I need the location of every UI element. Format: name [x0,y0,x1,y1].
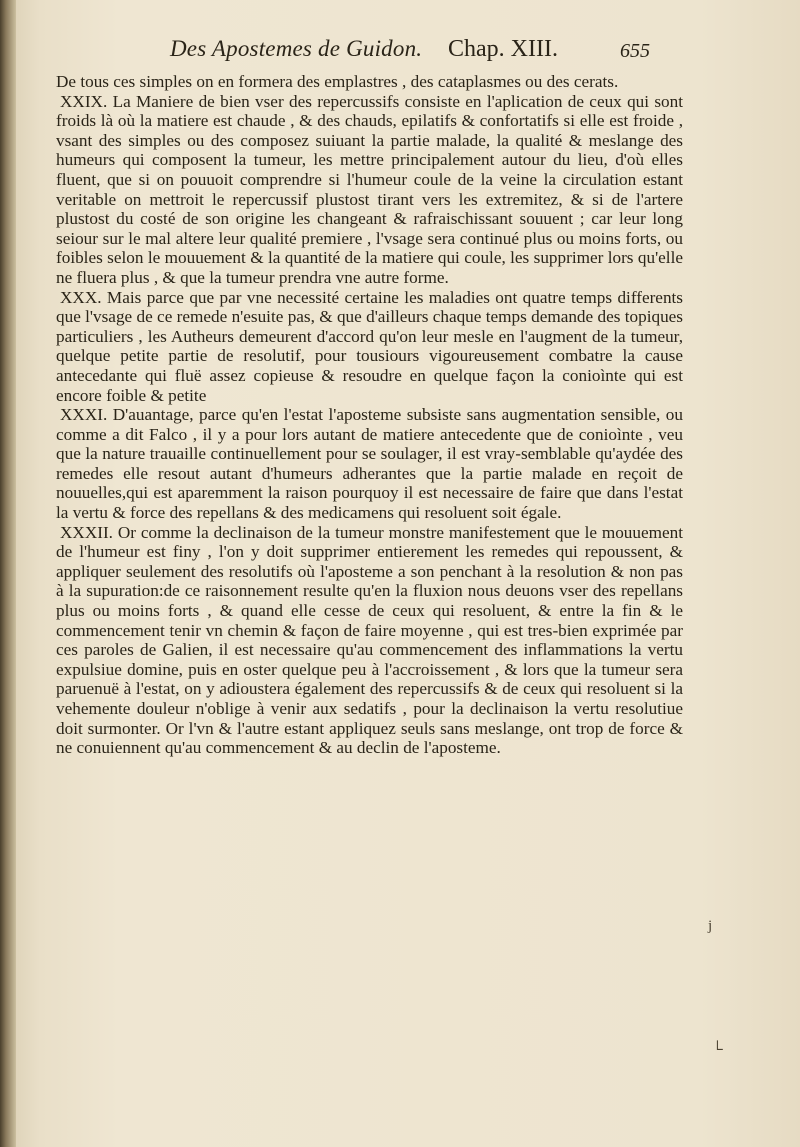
paragraph-xxx: XXX. Mais parce que par vne necessité certaine les maladies ont quatre temps differents que l'vsage de ce remede n'esuite pas, & que d'ailleurs chaque temps demande des topiques particuliers , les Autheurs demeurent d'accord qu'on leur mesle en l'augment de la tumeur, quelque petite partie de resolutif, pour tousiours vigoureusement combatre la cause antecedante qui fluë assez copieuse & resoudre en quelque façon la conioìnte qui est encore foible & petite [56,287,683,405]
margin-mark: └ [712,1042,723,1058]
paragraph-xxxii: XXXII. Or comme la declinaison de la tumeur monstre manifestement que le mouuement de l'humeur est finy , l'on y doit supprimer entierement les remedes qui repoussent, & appliquer seulement des resolutifs où l'aposteme a son penchant à la resolution & non pas à la supuration:de ce raisonnement resulte qu'en la fluxion nous deuons vser des repellans plus ou moins forts , & quand elle cesse de ceux qui resoluent, & entre la fin & le commencement tenir vn chemin & façon de faire moyenne , qui est tres-bien exprimée par ces paroles de Galien, il est necessaire qu'au commencement des inflammations la vertu expulsiue domine, puis en oster quelque peu à l'accroissement , & lors que la tumeur sera paruenuë à l'estat, on y adioustera également des repercussifs & de ceux qui resoluent si la vehemente douleur n'oblige à venir aux sedatifs , pour la declinaison la vertu resolutiue doit surmonter. Or l'vn & l'autre estant appliquez seuls sans meslange, ont trop de force & ne conuiennent qu'au commencement & au declin de l'aposteme. [56,522,683,758]
margin-mark: j [708,918,713,934]
paragraph-xxxi: XXXI. D'auantage, parce qu'en l'estat l'aposteme subsiste sans augmentation sensible, ou comme a dit Falco , il y a pour lors autant de matiere antecedente que de conioìnte , veu que la nature trauaille continuellement pour se soulager, il est vray-semblable qu'aydée des remedes elle resout autant d'humeurs adherantes que la partie malade en reçoit de nouuelles,qui est aparemment la raison pourquoy il est necessaire de faire que dans l'estat la vertu & force des repellans & des medicamens qui resoluent soit égale. [56,405,683,523]
page-header [170,36,690,70]
running-title: Des Apostemes de Guidon. [170,36,423,61]
chapter-number: Chap. XIII. [448,36,558,62]
paragraph-continuation: De tous ces simples on en formera des emplastres , des cataplasmes ou des cerats. [56,72,619,91]
body-text [56,72,683,758]
book-binding-edge [0,0,16,1147]
page-number: 655 [620,40,650,62]
paragraph-xxix: XXIX. La Maniere de bien vser des repercussifs consiste en l'aplication de ceux qui sont froids là où la matiere est chaude , & des chauds, epilatifs & confortatifs si elle est froide , vsant des simples ou des composez suiuant la partie malade, la qualité & meslange des humeurs qui composent la tumeur, les mettre principalement autour du lieu, d'où elles fluent, que si on pouuoit comprendre si l'humeur coule de la veine la circulation estant veritable on mettroit le repercussif plustost tirant vers les extremitez, & si de l'artere plustost du costé de son origine les changeant & rafraischissant souuent ; car leur long seiour sur le mal altere leur qualité premiere , l'vsage sera continué plus ou moins forts, ou foibles selon le mouuement & la quantité de la matiere qui coule, les supprimer lors qu'elle ne fluera plus , & que la tumeur prendra vne autre forme. [56,91,683,287]
